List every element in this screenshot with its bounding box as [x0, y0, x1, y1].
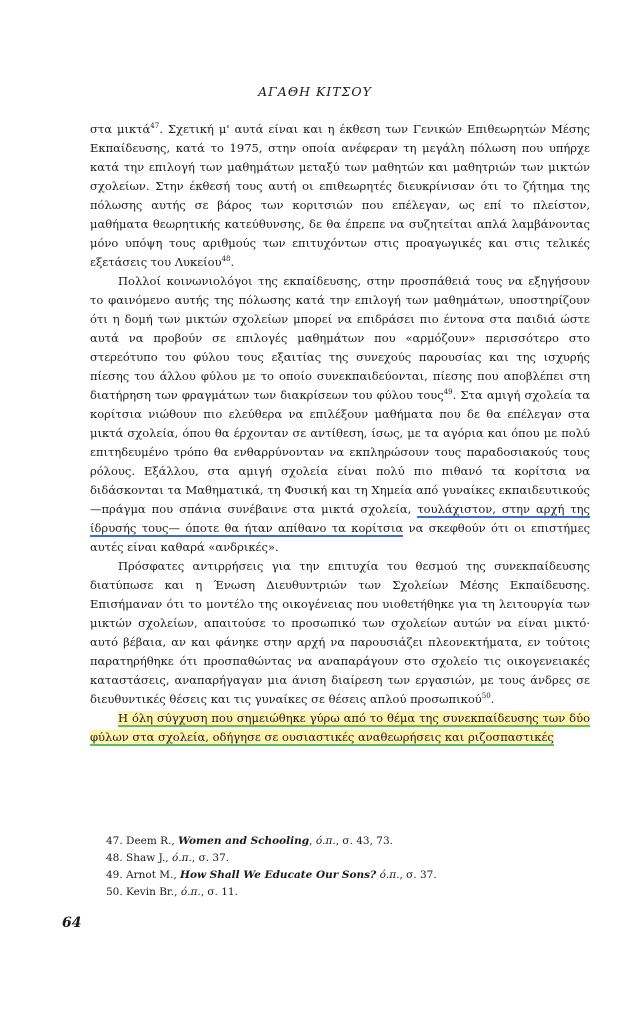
paragraph-2-text-a: Πολλοί κοινωνιολόγοι της εκπαίδευσης, στην προσπάθειά τους να εξηγήσουν το φαινόμενο αυτής της πόλωσης κατά την επιλογή των μαθημάτων, υποστηρίζουν ότι η δομή των μικτών σχολείων μπορεί να επιδράσει πιο έντονα στα παιδιά ώστε αυτά να προβούν σε επιλογές μαθημάτων που «αρμόζουν» περισσότερο στο στερεότυπο του φύλου τους εξαιτίας της συνεχούς παρουσίας και της ισχυρής πίεσης του άλλου φύλου με το οποίο συνεκπαιδεύονται, πίεσης που αποβλέπει στη διατήρηση των φραγμάτων των διακρίσεων του φύλου τους [90, 274, 590, 402]
footnote-sep: , [309, 835, 316, 847]
footnote-author: 49. Arnot M., [106, 869, 181, 881]
footnote-ref-49: 49 [443, 388, 453, 397]
footnote-title: Women and Schooling [178, 835, 310, 847]
footnote-pages: , σ. 43, 73. [335, 835, 393, 847]
running-header: ΑΓΑΘΗ ΚΙΤΣΟΥ [258, 84, 372, 99]
footnote-abbr: ό.π. [315, 835, 336, 847]
paragraph-3 [90, 557, 590, 709]
footnote-author: 48. Shaw J., [106, 852, 172, 864]
paragraph-1-text-c: . [230, 255, 235, 269]
footnote-title: How Shall We Educate Our Sons? [180, 869, 377, 881]
footnote-48 [90, 850, 590, 867]
footnote-pages: , σ. 11. [200, 886, 238, 898]
highlighted-passage: τουλάχιστον, στην αρχή της ίδρυσής τους— όποτε θα ήταν απίθανο τα κορίτσια [90, 502, 591, 535]
footnote-47 [90, 833, 590, 850]
footnote-pages: , σ. 37. [399, 869, 437, 881]
paragraph-1 [90, 120, 590, 272]
paragraph-1-text-a: στα μικτά [90, 122, 151, 136]
footnote-author: 50. Kevin Br., [106, 886, 181, 898]
paragraph-4-text: Η όλη σύγχυση που σημειώθηκε γύρω από το θέμα της συνεκπαίδευσης των δύο φύλων στα σχολεία, οδήγησε σε ουσιαστικές αναθεωρήσεις και ριζοσπαστικές [90, 711, 590, 744]
paragraph-3-text-b: . [490, 692, 495, 706]
paragraph-3-text-a: Πρόσφατες αντιρρήσεις για την επιτυχία του θεσμού της συνεκπαίδευσης διατύπωσε και η Ένωση Διευθυντριών των Σχολείων Μέσης Εκπαίδευσης. Επισήμαναν ότι το μοντέλο της οικογένειας που υιοθετήθηκε για τη λειτουργία των μικτών σχολείων, απαιτούσε το προσωπικό των σχολείων αυτών να είναι μικτό· αυτό βέβαια, αν και φάνηκε στην αρχή να παρουσιάζει πλεονεκτήματα, εν τούτοις παρατηρήθηκε ότι προσπαθώντας να αναπαράγουν στο σχολείο τις οικογενειακές καταστάσεις, αναπαρήγαγαν μια άνιση διαίρεση των εργασιών, με τους άνδρες σε διευθυντικές θέσεις και τις γυναίκες σε θέσεις απλού προσωπικού [90, 559, 590, 706]
page-number: 64 [62, 915, 82, 931]
footnote-abbr: ό.π. [379, 869, 400, 881]
footnote-pages: , σ. 37. [191, 852, 230, 864]
footnote-50 [90, 884, 590, 901]
footnote-ref-47: 47 [150, 122, 160, 131]
footnote-ref-50: 50 [481, 692, 491, 701]
footnotes [90, 833, 590, 901]
footnote-abbr: ό.π. [180, 886, 201, 898]
paragraph-2 [90, 272, 590, 557]
paragraph-2-text-c: να σκεφθούν ότι οι επιστήμες αυτές είναι καθαρά «ανδρικές». [90, 521, 591, 554]
footnote-abbr: ό.π. [171, 852, 192, 864]
paragraph-2-text-b: . Στα αμιγή σχολεία τα κορίτσια νιώθουν πιο ελεύθερα να επιλέξουν μαθήματα που δε θα επέλεγαν στα μικτά σχολεία, όπου θα έρχονταν σε αντίθεση, ίσως, με τα αγόρια και όπου με πολύ επιτηδευμένο τρόπο θα ενθαρρύνονταν να εκπληρώσουν τους παραδοσιακούς τους ρόλους. Εξάλλου, στα αμιγή σχολεία είναι πολύ πιο πιθανό τα κορίτσια να διδάσκονται τα Μαθηματικά, τη Φυσική και τη Χημεία από γυναίκες εκπαιδευτικούς —πράγμα που σπάνια συνέβαινε στα μικτά σχολεία, [90, 388, 590, 516]
footnote-49 [90, 867, 590, 884]
paragraph-1-text-b: . Σχετική μ' αυτά είναι και η έκθεση των Γενικών Επιθεωρητών Μέσης Εκπαίδευσης, κατά το 1975, στην οποία ανέφεραν τη μεγάλη πόλωση που υπήρχε κατά την επιλογή των μαθημάτων μεταξύ των μαθητών και μαθητριών των μικτών σχολείων. Στην έκθεσή τους αυτή οι επιθεωρητές διευκρίνισαν ότι το ζήτημα της πόλωσης αυτής σε βάρος των κοριτσιών που επέλεγαν, ως επί το πλείστον, μαθήματα θεωρητικής κατεύθυνσης, δε θα έπρεπε να συζητείται απλά λαμβάνοντας μόνο υπόψη τους αριθμούς των επιτυχόντων στις προαγωγικές και στις τελικές εξετάσεις του Λυκείου [90, 122, 590, 269]
paragraph-4 [90, 709, 590, 747]
footnote-ref-48: 48 [221, 255, 231, 264]
body-text [90, 120, 590, 747]
footnote-author: 47. Deem R., [106, 835, 179, 847]
